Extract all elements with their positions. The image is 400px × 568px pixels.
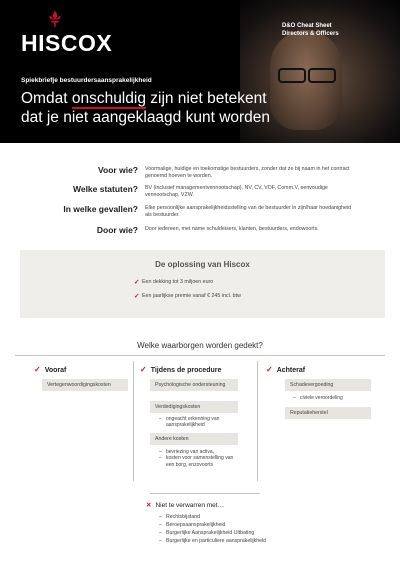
qa-answer: Door iedereen, met name schuldeisers, klanten, bestuurders, endowoorts.: [145, 226, 319, 232]
coverage-divider: [15, 355, 385, 356]
document-type-line2: Directors & Officers: [282, 31, 339, 37]
brand-logo-text: HISCOX: [21, 30, 113, 56]
hero-headline: Omdat onschuldig zijn niet betekent dat je niet aangeklaagd kunt worden: [21, 90, 271, 126]
check-icon: ✓: [266, 365, 273, 374]
check-icon: ✓: [134, 293, 140, 300]
coverage-item-box: Andere kosten: [150, 433, 238, 445]
coverage-bullet: – bevriezing van activa, – kosten voor samenstelling van een borg, enzovoorts: [159, 449, 234, 468]
column-divider: [133, 361, 134, 481]
column-heading-after: ✓ Achteraf: [266, 365, 306, 374]
column-heading-during: ✓ Tijdens de procedure: [140, 365, 222, 374]
not-covered-item: – Burgerlijke en particuliere aansprakelijkheid: [159, 538, 267, 544]
coverage-item-box: Psychologische ondersteuning: [150, 379, 238, 391]
solution-box: [20, 250, 385, 318]
coverage-bullet: – ongeacht erkenning van aansprakelijkheid: [159, 416, 220, 429]
not-covered-heading: ✕ Niet te verwarren met…: [146, 502, 225, 509]
coverage-item-box: Reputatieherstel: [285, 407, 371, 419]
hero-banner: [0, 0, 400, 143]
check-icon: ✓: [140, 365, 147, 374]
hero-kicker: Spiekbriefje bestuurdersaansprakelijkheid: [21, 77, 152, 84]
qa-answer: BV (inclusief managementvennootschap), NV, CV, VOF, Comm.V, eenvoudige vennootschap, VZW.: [145, 185, 328, 198]
document-type-line1: D&O Cheat Sheet: [282, 23, 332, 29]
qa-question: In welke gevallen?: [63, 204, 138, 214]
check-icon: ✓: [134, 279, 140, 286]
solution-item: ✓ Een dekking tot 3 miljoen euro: [134, 279, 214, 286]
qa-question: Welke statuten?: [72, 184, 138, 194]
document-type: [282, 22, 339, 38]
coverage-item-box: Schadevergoeding: [285, 379, 371, 391]
coverage-bullet: – civiele veroordeling: [293, 395, 343, 401]
coverage-item-box: Verdedigingskosten: [150, 401, 238, 413]
portrait-glasses: [276, 68, 336, 80]
coverage-item-box: Vertegenwoordigingskosten: [42, 379, 128, 391]
cross-icon: ✕: [146, 502, 152, 509]
coverage-title: Welke waarborgen worden gedekt?: [137, 341, 263, 350]
qa-answer: Voormalige, huidige en toekomstige bestuurders, zonder dat ze bij naam in het contract genoemd hoeven te worden.: [145, 166, 350, 179]
headline-highlight: onschuldig: [71, 90, 146, 107]
qa-question: Door wie?: [96, 225, 138, 235]
not-covered-item: – Burgerlijke Aansprakelijkheid Uitbating: [159, 530, 255, 536]
not-covered-divider: [150, 493, 260, 494]
check-icon: ✓: [34, 365, 41, 374]
qa-question: Voor wie?: [98, 165, 138, 175]
solution-item: ✓ Een jaarlijkse premie vanaf € 245 incl. btw: [134, 293, 241, 300]
column-divider: [257, 361, 258, 481]
column-heading-before: ✓ Vooraf: [34, 365, 67, 374]
not-covered-item: – Rechtsbijstand: [159, 514, 201, 520]
fleur-de-lis-icon: [46, 10, 64, 28]
solution-title: De oplossing van Hiscox: [155, 260, 250, 269]
qa-answer: Elke persoonlijke aansprakelijkheidsstelling van de bestuurder in zijn/haar hoedanigheid als bestuurder.: [145, 205, 352, 218]
not-covered-item: – Beroepsaansprakelijkheid: [159, 522, 226, 528]
